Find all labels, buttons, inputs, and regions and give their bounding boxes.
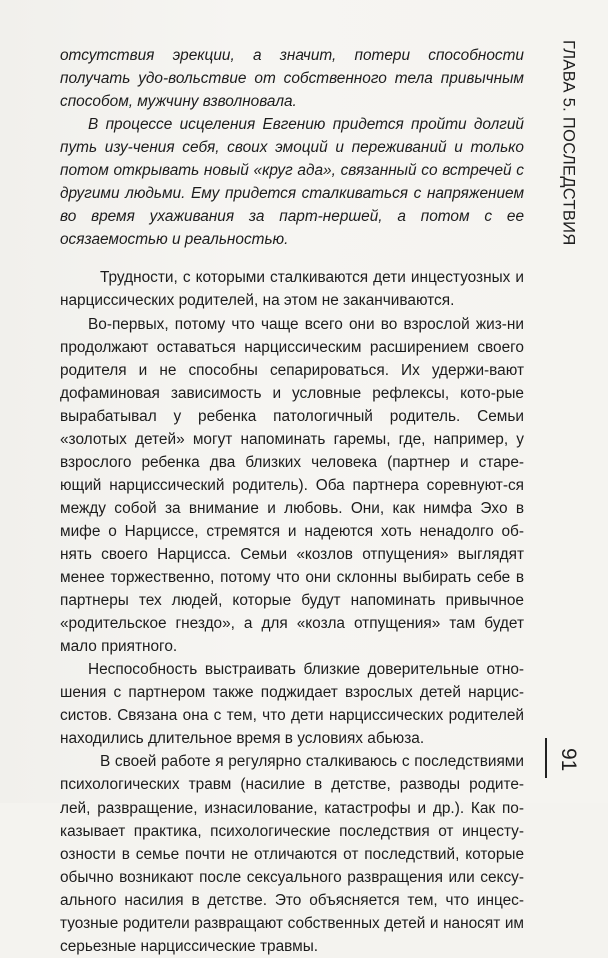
italic-case-section [60, 44, 524, 251]
body-paragraph-3: Неспособность выстраивать близкие доверительные отно-шения с партнером также поджидает взрослых детей нарцис-систов. Связана она с тем, что дети нарциссических родителей находились длительное время в условиях абьюза. [60, 661, 524, 748]
body-paragraph-1: Трудности, с которыми сталкиваются дети инцестуозных и нарциссических родителей, на этом не заканчиваются. [60, 269, 524, 310]
body-paragraph-2: Во-первых, потому что чаще всего они во взрослой жиз-ни продолжают оставаться нарциссическим расширением своего родителя и не способны сепарироваться. Их удержи-вают дофаминовая зависимость и условные рефлексы, кото-рые вырабатывал у ребенка патологичный родитель. Семьи «золотых детей» могут напоминать гаремы, где, например, у взрослого ребенка два близких человека (партнер и старе-ющий нарциссический родитель). Оба партнера соревнуют-ся между собой за внимание и любовь. Они, как нимфа Эхо в мифе о Нарциссе, стремятся и надеются хоть ненадолго об-нять своего Нарцисса. Семьи «козлов отпущения» выглядят менее торжественно, потому что они склонны выбирать себе в партнеры тех людей, которые будут напоминать привычное «родительское гнездо», а для «козла отпущения» там будет мало приятного. [60, 315, 524, 656]
page-number: 91 [557, 748, 580, 772]
chapter-title: ГЛАВА 5. ПОСЛЕДСТВИЯ [559, 40, 578, 246]
italic-paragraph-1: отсутствия эрекции, а значит, потери способности получать удо-вольствие от собственного тела привычным способом, мужчину взволновала. [60, 47, 524, 111]
page-text [60, 44, 524, 958]
body-paragraph-4: В своей работе я регулярно сталкиваюсь с последствиями психологических травм (насилие в детстве, разводы родите-лей, развращение, изнасилование, катастрофы и др.). Как по-казывает практика, психологические последствия от инцесту-озности в семье почти не отличаются от последствий, которые обычно возникают после сексуального развращения или сексу-ального насилия в детстве. Это объясняется тем, что инцес-туозные родители развращают собственных детей и наносят им серьезные нарциссические травмы. [60, 753, 524, 955]
page-number-box [548, 730, 588, 790]
page-number-rule [545, 738, 547, 778]
italic-paragraph-2: В процессе исцеления Евгению придется пройти долгий путь изу-чения себя, своих эмоций и переживаний и только потом открывать новый «круг ада», связанный со встречей с другими людьми. Ему придется сталкиваться с напряжением во время ухаживания за парт-нершей, а потом с ее осязаемостью и реальностью. [60, 116, 524, 249]
chapter-running-header [548, 40, 588, 560]
